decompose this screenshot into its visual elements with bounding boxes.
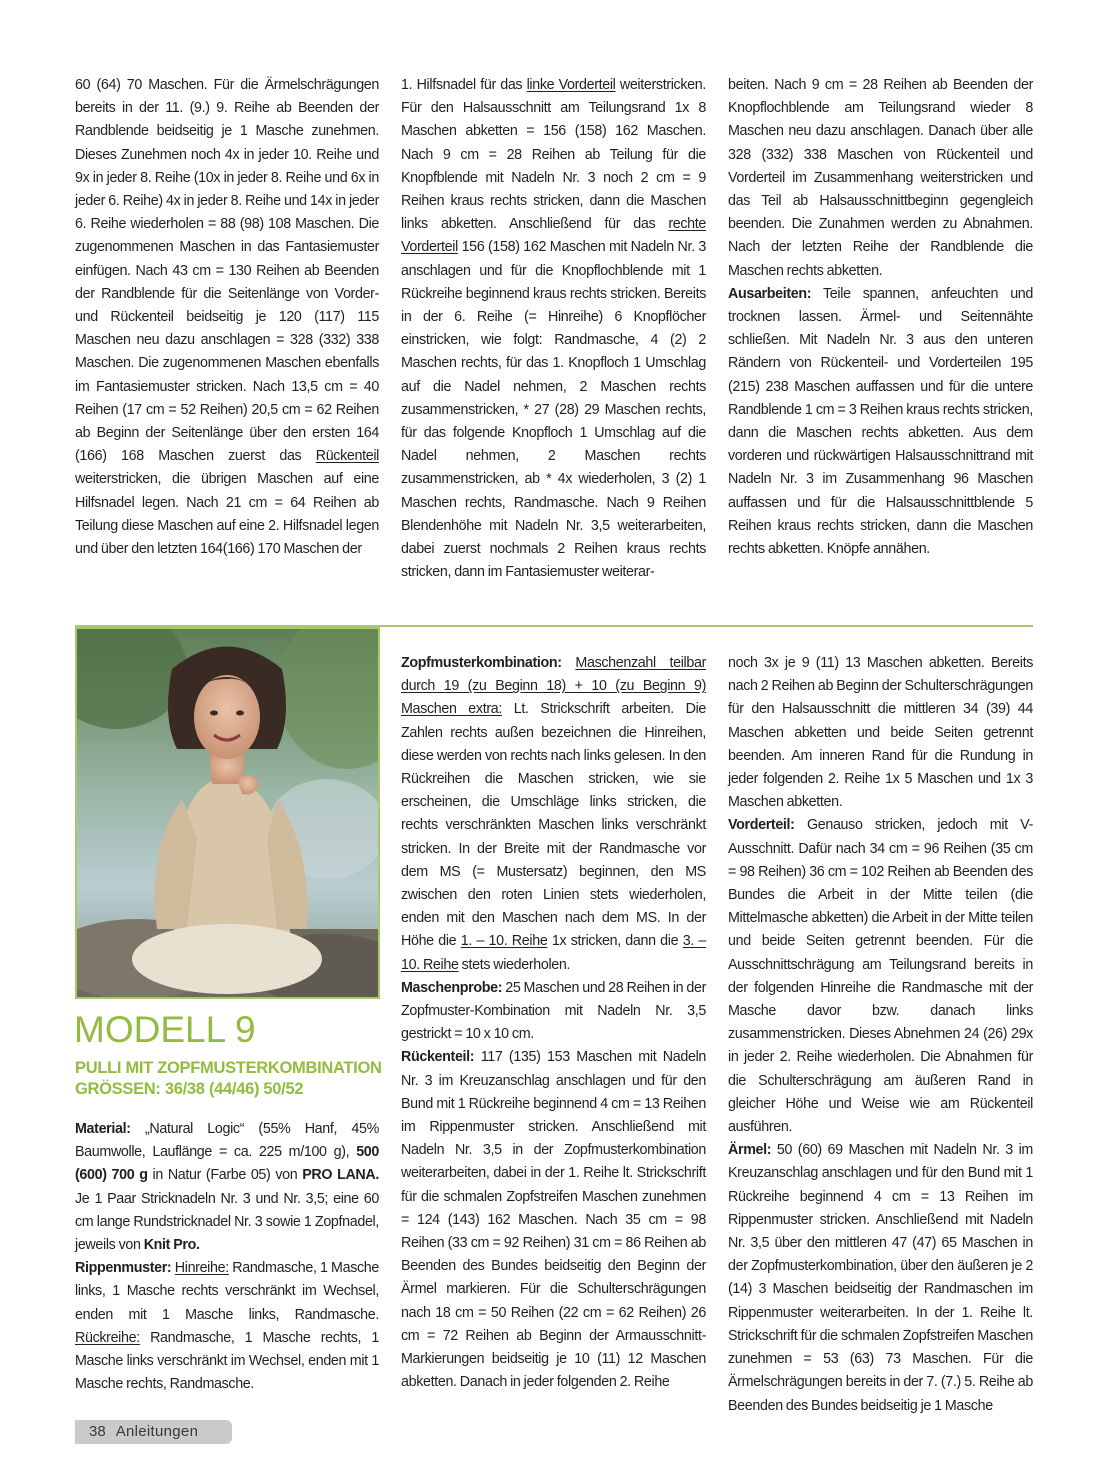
paragraph: 60 (64) 70 Maschen. Für die Ärmelschrägungen bereits in der 11. (9.) 9. Reihe ab Beenden der Randblende beidseitig je 1 Masche zunehmen. Dieses Zunehmen noch 4x in jeder 10. Reihe und 9x in jeder 8. Reihe (10x in jeder 8. Reihe und 6x in jeder 6. Reihe) 4x in jeder 8. Reihe und 14x in jeder 6. Reihe wiederholen = 88 (98) 108 Maschen. Die zugenommenen Maschen in das Fantasiemuster einfügen. Nach 43 cm = 130 Reihen ab Beenden der Randblende für die Seitenlänge von Vorder- und Rückenteil beidseitig je 120 (117) 115 Maschen neu dazu anschlagen = 328 (332) 338 Maschen. Die zugenommenen Maschen ebenfalls im Fantasiemuster stricken. Nach 13,5 cm = 40 Reihen (17 cm = 52 Reihen) 20,5 cm = 62 Reihen ab Beginn der Seitenlänge über den ersten 164 (166) 168 Maschen zuerst das Rückenteil weiterstricken, die übrigen Maschen auf eine Hilfsnadel legen. Nach 21 cm = 64 Reihen ab Teilung diese Maschen auf eine 2. Hilfsnadel legen und über den letzten 164(166) 170 Maschen der — [75, 77, 379, 558]
text-column-top-middle — [401, 74, 706, 584]
paragraph-zopfmuster: Zopfmusterkombination: Maschenzahl teilbar durch 19 (zu Beginn 18) + 10 (zu Beginn 9) Maschen extra: Lt. Strickschrift arbeiten. Die Zahlen rechts außen bezeichnen die Hinreihen, diese werden von rechts nach links gelesen. In den Rückreihen die Maschen stricken, wie sie erscheinen, die Umschläge links stricken, die rechts verschränkten Maschen links verschränkt stricken. In der Breite mit der Randmasche vor dem MS (= Mustersatz) beginnen, den MS zwischen den roten Linien stets wiederholen, enden mit den Maschen nach dem MS. In der Höhe die 1. – 10. Reihe 1x stricken, dann die 3. – 10. Reihe stets wiederholen. — [401, 655, 707, 973]
section-name: Anleitungen — [115, 1423, 199, 1440]
paragraph-aermel: Ärmel: 50 (60) 69 Maschen mit Nadeln Nr. 3 im Kreuzanschlag anschlagen und für den Bund mit 1 Rückreihe beginnend 4 cm = 13 Reihen im Rippenmuster stricken. Anschließend mit Nadeln Nr. 3,5 über den mittleren 47 (47) 65 Maschen in der Zopfmusterkombination, über den äußeren je 2 (14) 3 Maschen beidseitig der Randmaschen im Rippenmuster weiterarbeiten. In der 1. Reihe lt. Strickschrift für die schmalen Zopfstreifen Maschen zunehmen = 53 (63) 73 Maschen. Für die Ärmelschrägungen bereits in der 7. (7.) 5. Reihe ab Beenden des Bundes beidseitig je 1 Masche — [728, 1142, 1033, 1414]
section-label: Rippenmuster: — [75, 1260, 172, 1277]
underlined-term: Rückenteil — [315, 448, 379, 465]
text-column-top-left — [75, 74, 379, 561]
section-label: Ärmel: — [728, 1142, 772, 1159]
model-photo-illustration — [77, 629, 378, 997]
paragraph-rueckenteil: Rückenteil: 117 (135) 153 Maschen mit Nadeln Nr. 3 im Kreuzanschlag anschlagen und für den Bund mit 1 Rückreihe beginnend 4 cm = 13 Reihen im Rippenmuster stricken. Anschließend mit Nadeln Nr. 3,5 in der Zopfmusterkombination weiterarbeiten, dabei in der 1. Reihe lt. Strickschrift für die schmalen Zopfstreifen Maschen zunehmen = 124 (143) 162 Maschen. Nach 35 cm = 98 Reihen (33 cm = 92 Reihen) 31 cm = 86 Reihen ab Beenden des Bundes beidseitig den Beginn der Ärmel markieren. Für die Schulterschrägungen nach 18 cm = 50 Reihen (22 cm = 62 Reihen) 26 cm = 72 Reihen ab Beginn der Armausschnitt-Markierungen beidseitig je 10 (11) 12 Maschen abketten. Danach in jeder folgenden 2. Reihe — [401, 1049, 706, 1391]
page-footer — [75, 1420, 232, 1444]
text-column-bottom-middle — [401, 652, 706, 1395]
paragraph: 1. Hilfsnadel für das linke Vorderteil weiterstricken. Für den Halsausschnitt am Teilungsrand 1x 8 Maschen abketten = 156 (158) 162 Maschen. Nach 9 cm = 28 Reihen ab Teilung für die Knopfblende mit Nadeln Nr. 3 noch 2 cm = 9 Reihen kraus rechts stricken, dann die Maschen links abketten. Anschließend für das rechte Vorderteil 156 (158) 162 Maschen mit Nadeln Nr. 3 anschlagen und für die Knopflochblende mit 1 Rückreihe beginnend kraus rechts stricken. Bereits in der 6. Reihe (= Hinreihe) 6 Knopflöcher einstricken, wie folgt: Randmasche, 4 (2) 2 Maschen rechts, für das 1. Knopfloch 1 Umschlag auf die Nadel nehmen, 2 Maschen rechts zusammenstricken, * 27 (28) 29 Maschen rechts, für das folgende Knopfloch 1 Umschlag auf die Nadel nehmen, 2 Maschen rechts zusammenstricken, ab * 4x wiederholen, 3 (2) 1 Maschen rechts, Randmasche. Nach 9 Reihen Blendenhöhe mit Nadeln Nr. 3,5 weiterarbeiten, dabei zuerst nochmals 2 Reihen kraus rechts stricken, dann im Fantasiemuster weiterar- — [401, 77, 706, 581]
paragraph: beiten. Nach 9 cm = 28 Reihen ab Beenden der Knopflochblende am Teilungsrand wieder 8 Maschen neu dazu anschlagen. Danach über alle 328 (332) 338 Maschen von Rückenteil und Vorderteil im Zusammenhang weiterstricken und das Teil ab Halsausschnittbeginn gegengleich beenden. Die Zunahmen werden zu Abnahmen. Nach der letzten Reihe der Randblende die Maschen rechts abketten. — [728, 77, 1033, 279]
text-column-top-right — [728, 74, 1033, 561]
underlined-term: linke Vorderteil — [526, 77, 616, 93]
section-label: Zopfmusterkombination: — [401, 655, 562, 671]
paragraph-ausarbeiten: Ausarbeiten: Teile spannen, anfeuchten und trocknen lassen. Ärmel- und Seitennähte schließen. Mit Nadeln Nr. 3 aus den unteren Rändern von Rückenteil- und Vorderteilen 195 (215) 238 Maschen auffassen und für die untere Randblende 1 cm = 3 Reihen kraus rechts stricken, dann die Maschen rechts abketten. Aus dem vorderen und rückwärtigen Halsausschnittrand mit Nadeln Nr. 3 im Zusammenhang 96 Maschen auffassen und für die Halsausschnittblende 5 Reihen kraus rechts stricken, dann die Maschen rechts abketten. Knöpfe annähen. — [728, 285, 1033, 558]
paragraph-vorderteil: Vorderteil: Genauso stricken, jedoch mit V-Ausschnitt. Dafür nach 34 cm = 96 Reihen (35 cm = 98 Reihen) 36 cm = 102 Reihen ab Beenden des Bundes die Arbeit in der Mitte teilen (die Mittelmasche abketten) die Arbeit in der Mitte teilen und beide Seiten getrennt beenden. Für die Ausschnittschrägung am Teilungsrand bereits in der folgenden Hinreihe die Randmasche mit der Masche davor bzw. danach links zusammenstricken. Dieses Abnehmen 24 (26) 29x in jeder 2. Reihe wiederholen. Die Abnahmen für die Schulterschrägung am äußeren Rand in gleicher Höhe und Weise wie am Rückenteil ausführen. — [728, 817, 1033, 1136]
model-subtitle: PULLI MIT ZOPFMUSTERKOMBINATION — [75, 1059, 382, 1077]
model-sizes: GRÖSSEN: 36/38 (44/46) 50/52 — [75, 1080, 304, 1098]
page-number: 38 — [89, 1423, 106, 1440]
paragraph-rippenmuster: Rippenmuster: Hinreihe: Randmasche, 1 Masche links, 1 Masche rechts verschränkt im Wechsel, enden mit 1 Masche links, Randmasche. Rückreihe: Randmasche, 1 Masche rechts, 1 Masche links verschränkt im Wechsel, enden mit 1 Masche rechts, Randmasche. — [75, 1260, 379, 1393]
section-label: Ausarbeiten: — [728, 285, 812, 302]
paragraph-material: Material: „Natural Logic“ (55% Hanf, 45% Baumwolle, Lauflänge = ca. 225 m/100 g), 500 (600) 700 g in Natur (Farbe 05) von PRO LANA. Je 1 Paar Stricknadeln Nr. 3 und Nr. 3,5; eine 60 cm lange Rundstricknadel Nr. 3 sowie 1 Zopfnadel, jeweils von Knit Pro. — [75, 1121, 380, 1254]
section-label: Vorderteil: — [728, 817, 795, 834]
text-column-bottom-right — [728, 652, 1033, 1418]
text-column-bottom-left — [75, 1118, 379, 1396]
paragraph: noch 3x je 9 (11) 13 Maschen abketten. Bereits nach 2 Reihen ab Beginn der Schulterschrägungen für den Halsausschnitt die mittleren 34 (39) 44 Maschen abketten und beide Seiten getrennt beenden. Am inneren Rand für die Rundung in jeder folgenden 2. Reihe 1x 5 Maschen und 1x 3 Maschen abketten. — [728, 655, 1033, 811]
section-label: Material: — [75, 1121, 131, 1137]
model-title: MODELL 9 — [74, 1009, 256, 1050]
underlined-term: rechte Vorderteil — [401, 216, 706, 256]
paragraph-maschenprobe: Maschenprobe: 25 Maschen und 28 Reihen in der Zopfmuster-Kombination mit Nadeln Nr. 3,5 gestrickt = 10 x 10 cm. — [401, 979, 706, 1043]
section-label: Rückenteil: — [401, 1049, 475, 1066]
section-label: Maschenprobe: — [401, 979, 503, 996]
model-photo — [75, 627, 380, 999]
